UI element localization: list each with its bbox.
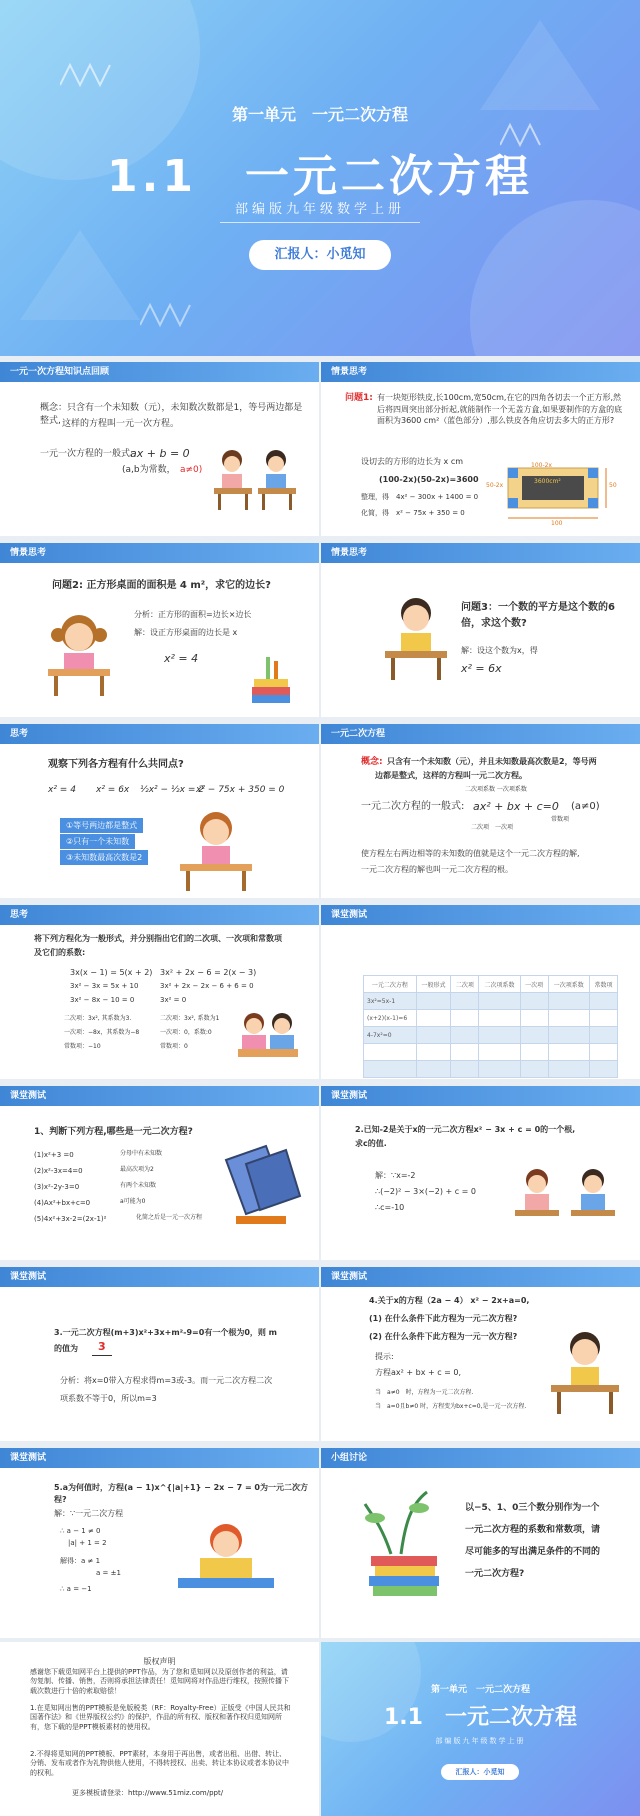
- students-illustration: [511, 1162, 621, 1236]
- answer-line: 解得：a ≠ 1: [60, 1557, 101, 1565]
- table-header: 一般形式: [416, 976, 451, 993]
- answer-line: ∴ a − 1 ≠ 0: [60, 1527, 101, 1535]
- equation: 3x² − 8x − 10 = 0: [70, 996, 135, 1004]
- slide-header: 课堂测试: [321, 1086, 640, 1106]
- answer-line: 一次项：0，系数:0: [160, 1029, 212, 1036]
- discussion-line: 尽可能多的写出满足条件的不同的: [465, 1547, 601, 1557]
- list-note: 最高次项为2: [120, 1166, 154, 1173]
- table-header: 二次项: [451, 976, 479, 993]
- equation: 3x² + 2x − 2x − 6 + 6 = 0: [160, 982, 254, 990]
- slide-header: 思考: [0, 724, 319, 744]
- tip-case: 当 a≠0 时，方程为一元二次方程.: [375, 1389, 474, 1396]
- equation: 整理，得 4x² − 300x + 1400 = 0: [361, 493, 479, 501]
- equation: x² = 4: [48, 785, 76, 795]
- slide-header: 情景思考: [321, 362, 640, 382]
- analysis-line: 分析：将x=0带入方程求得m=3或-3。而一元二次方程二次: [60, 1376, 273, 1385]
- students-illustration: [210, 442, 300, 512]
- cover-title: 1.1 一元二次方程: [107, 151, 533, 202]
- slide-test-4: [321, 1267, 640, 1441]
- copyright-body: 感谢您下载觅知网平台上提供的PPT作品，为了您和觅知网以及原创作者的利益，请勿复制、传播、销售，否则将承担法律责任！觅知网将对作品进行维权，按照传播下载次数进行十倍的索取赔偿！: [30, 1668, 289, 1695]
- copyright-clause: 2.不得将觅知网的PPT模板、PPT素材，本身用于再出售，或者出租、出借、转让、分销、发布或者作为礼物供他人使用，不得转授权、出卖、转让本协议或者本协议中的权利。: [30, 1750, 289, 1777]
- table-cell: [364, 1044, 417, 1061]
- list-note: 分母中有未知数: [120, 1150, 163, 1157]
- end-subtitle: 部编版九年级数学上册: [435, 1737, 526, 1745]
- formula: ax + b = 0: [130, 447, 190, 460]
- answer-line: 解：∵x=-2: [375, 1171, 416, 1180]
- slide-header: 课堂测试: [0, 1267, 319, 1287]
- list-note: a可能为0: [120, 1198, 146, 1205]
- answer-line: 二次项：3x², 系数为1: [160, 1015, 220, 1022]
- table-cell: (x+2)(x-1)=6: [364, 1010, 417, 1027]
- copyright-clause: 1.在觅知网出售的PPT模板是免版税类（RF：Royalty-Free）正版受《中国人民共和国著作法》和《世界版权公约》的保护，作品的所有权、版权和著作权归觅知网所有，您下载的是PPT模板素材的使用权。: [30, 1704, 291, 1731]
- plant-books-illustration: [361, 1484, 451, 1604]
- condition: (a≠0): [571, 801, 600, 812]
- equation: 3x² + 2x − 6 = 2(x − 3): [160, 968, 257, 977]
- question-text: 问题2: 正方形桌面的面积是 4 m²，求它的边长?: [52, 580, 271, 591]
- kid-reading-illustration: [170, 1518, 280, 1594]
- formula: ax² + bx + c=0: [473, 800, 559, 813]
- table-cell: [364, 1061, 417, 1078]
- slide-think-2: [0, 905, 319, 1079]
- answer-line: 常数项：−10: [64, 1043, 101, 1050]
- table-row: [364, 1044, 618, 1061]
- table-cell: 3x²=5x-1: [364, 993, 417, 1010]
- discussion-line: 一元二次方程的系数和常数项，请: [465, 1525, 601, 1535]
- condition-red: a≠0): [180, 465, 203, 475]
- exercise-table: [363, 975, 618, 1078]
- slide-header: 一元二次方程: [321, 724, 640, 744]
- zigzag-decoration: [140, 300, 220, 330]
- answer-line: 解：∵一元二次方程: [54, 1509, 124, 1518]
- answer-line: 解：设这个数为x，得: [461, 646, 538, 655]
- answer-value: 3: [92, 1339, 112, 1356]
- dim-label: 100: [551, 520, 563, 527]
- tip-form: 方程ax² + bx + c = 0,: [375, 1368, 462, 1377]
- equation: x² = 4: [164, 652, 199, 665]
- concept-line: 这样的方程叫一元一次方程。: [62, 419, 180, 429]
- dim-label: 3600cm²: [534, 478, 561, 485]
- slide-test-3: [0, 1267, 319, 1441]
- slide-scenario-2: [0, 543, 319, 717]
- copyright-title: 版权声明: [143, 1657, 176, 1666]
- slide-header: 情景思考: [0, 543, 319, 563]
- books-illustration: [216, 1140, 302, 1230]
- divider: [220, 222, 420, 223]
- term-label: 常数项: [551, 816, 570, 823]
- question-text: 4.关于x的方程（2a − 4） x² − 2x+a=0,: [369, 1296, 530, 1305]
- answer-line: ∴(−2)² − 3×(−2) + c = 0: [375, 1187, 477, 1196]
- table-row: [364, 993, 618, 1010]
- end-reporter-pill: 汇报人：小觅知: [441, 1764, 519, 1780]
- discussion-line: 以−5、1、0三个数分别作为一个: [465, 1503, 600, 1513]
- table-header: 一元二次方程: [364, 976, 417, 993]
- equation: x² − 75x + 350 = 0: [196, 785, 285, 795]
- root-line: 使方程左右两边相等的未知数的值就是这个一元二次方程的解,: [361, 849, 580, 858]
- concept-line: 概念：只含有一个未知数（元），未知数次数都是1，等号两边都是整式,: [40, 403, 303, 427]
- analysis-line: 解：设正方形桌面的边长是 x: [134, 628, 238, 637]
- slide-scenario-3: [321, 543, 640, 717]
- question-label: 问题1:: [345, 393, 373, 403]
- cover-decoration: [20, 230, 140, 320]
- answer-line: ∴ a = −1: [60, 1585, 92, 1593]
- table-cell: 4-7x²=0: [364, 1027, 417, 1044]
- books-illustration: [250, 653, 294, 709]
- dim-label: 50-2x: [486, 482, 504, 489]
- slide-test-table: [321, 905, 640, 1079]
- slide-discussion: [321, 1448, 640, 1638]
- general-form-label: 一元一次方程的一般式:: [40, 449, 134, 459]
- list-item: (4)Ax²+bx+c=0: [34, 1199, 91, 1207]
- condition: (a,b为常数，: [122, 465, 176, 475]
- concept-text: 边都是整式，这样的方程叫一元二次方程。: [375, 771, 527, 780]
- reporter-pill: 汇报人：小觅知: [249, 240, 391, 270]
- slide-header: 情景思考: [321, 543, 640, 563]
- concept-label: 概念:: [361, 757, 383, 767]
- analysis-line: 项系数不等于0，所以m=3: [60, 1394, 157, 1403]
- end-cover-slide: [321, 1642, 640, 1816]
- list-item: (2)x²-3x=4=0: [34, 1167, 83, 1175]
- slide-header: 一元一次方程知识点回顾: [0, 362, 319, 382]
- question-text: 将下列方程化为一般形式，并分别指出它们的二次项、一次项和常数项: [34, 934, 282, 943]
- slide-header: 课堂测试: [0, 1086, 319, 1106]
- sheet-diagram: [496, 460, 621, 526]
- table-row: [364, 1010, 618, 1027]
- question-text: 1、判断下列方程,哪些是一元二次方程?: [34, 1127, 193, 1137]
- table-row: [364, 1061, 618, 1078]
- table-header: 一次项系数: [548, 976, 589, 993]
- slide-review: [0, 362, 319, 536]
- tip-label: 提示:: [375, 1352, 394, 1361]
- answer-line: 二次项：3x², 其系数为3.: [64, 1015, 132, 1022]
- slide-test-2: [321, 1086, 640, 1260]
- boy-illustration: [547, 1327, 623, 1417]
- slide-definition: [321, 724, 640, 898]
- question-text: 及它们的系数:: [34, 948, 86, 957]
- slide-header: 课堂测试: [321, 1267, 640, 1287]
- feature-tag: ①等号两边都是整式: [60, 818, 143, 833]
- dim-label: 50: [609, 482, 617, 489]
- answer-line: ∴c=-10: [375, 1203, 405, 1212]
- analysis-line: 分析：正方形的面积=边长×边长: [134, 610, 252, 619]
- root-line: 一元二次方程的解也叫一元二次方程的根。: [361, 865, 513, 874]
- question-text: 求c的值.: [355, 1139, 387, 1148]
- concept-text: 只含有一个未知数（元），并且未知数最高次数是2，等号两: [387, 757, 597, 766]
- slide-header: 思考: [0, 905, 319, 925]
- question-text: 3.一元二次方程(m+3)x²+3x+m²-9=0有一个根为0，则 m: [54, 1328, 278, 1337]
- answer-line: 常数项：0: [160, 1043, 188, 1050]
- term-label: 二次项 一次项: [471, 824, 514, 831]
- tip-case: 当 a=0且b≠0 时，方程变为bx+c=0,是一元一次方程.: [375, 1403, 527, 1410]
- slide-header: 小组讨论: [321, 1448, 640, 1468]
- girl-desk-illustration: [176, 808, 256, 894]
- more-templates-link[interactable]: 更多模板请登录：http://www.51miz.com/ppt/: [72, 1789, 224, 1797]
- end-unit: 第一单元 一元二次方程: [430, 1685, 530, 1695]
- slide-header: 课堂测试: [0, 1448, 319, 1468]
- question-text: 5.a为何值时，方程(a − 1)x^{|a|+1} − 2x − 7 = 0为一元二次方程?: [54, 1483, 308, 1504]
- question-text: 问题3：一个数的平方是这个数的6: [461, 602, 615, 613]
- question-text: 观察下列各方程有什么共同点?: [48, 759, 184, 770]
- equation: (100-2x)(50-2x)=3600: [379, 475, 479, 484]
- copyright-slide: [0, 1642, 319, 1816]
- list-item: (5)4x²+3x-2=(2x-1)²: [34, 1215, 107, 1223]
- dim-label: 100-2x: [531, 462, 552, 469]
- table-row: [364, 1027, 618, 1044]
- question-text: 有一块矩形铁皮,长100cm,宽50cm,在它的四角各切去一个正方形,然后将四周突出部分折起,就能制作一个无盖方盒,如果要制作的方盒的底面积为3600 cm²（蓝色部分）,那么铁皮各角应切去多大的正方形?: [377, 393, 623, 426]
- question-text: (1) 在什么条件下此方程为一元二次方程?: [369, 1314, 518, 1323]
- slide-test-5: [0, 1448, 319, 1638]
- table-header: 常数项: [590, 976, 618, 993]
- equation: x² = 6x: [461, 662, 502, 675]
- cover-subtitle: 部编版九年级数学上册: [234, 202, 405, 217]
- list-note: 有两个未知数: [120, 1182, 157, 1189]
- end-title: 1.1 一元二次方程: [384, 1705, 577, 1730]
- answer-line: 一次项：−8x，其系数为−8: [64, 1029, 140, 1036]
- equation: 化简，得 x² − 75x + 350 = 0: [361, 509, 465, 517]
- feature-tag: ②只有一个未知数: [60, 834, 135, 849]
- girl-illustration: [44, 609, 114, 699]
- table-header: 一次项: [520, 976, 548, 993]
- equation: 3x² − 3x = 5x + 10: [70, 982, 139, 990]
- answer-line: a = ±1: [96, 1569, 121, 1577]
- setup-line: 设切去的方形的边长为 x cm: [361, 457, 464, 466]
- discussion-line: 一元二次方程?: [465, 1569, 525, 1579]
- equation: x² = 6x: [96, 785, 130, 795]
- slide-header: 课堂测试: [321, 905, 640, 925]
- question-text: (2) 在什么条件下此方程为一元一次方程?: [369, 1332, 518, 1341]
- question-text: 倍，求这个数?: [461, 618, 527, 629]
- equation: ½x² − ½x = 2: [140, 785, 204, 795]
- zigzag-decoration: [60, 60, 140, 90]
- question-text: 2.已知-2是关于x的一元二次方程x² − 3x + c = 0的一个根,: [355, 1125, 576, 1134]
- cover-slide: [0, 0, 640, 356]
- equation: 3x² = 0: [160, 996, 187, 1004]
- list-item: (1)x²+3 =0: [34, 1151, 74, 1159]
- cover-decoration: [480, 20, 600, 110]
- slide-think-1: [0, 724, 319, 898]
- feature-tag: ③未知数最高次数是2: [60, 850, 148, 865]
- general-form-label: 一元二次方程的一般式:: [361, 801, 465, 812]
- cover-decoration: [470, 200, 640, 356]
- cover-unit: 第一单元 一元二次方程: [231, 105, 408, 124]
- answer-line: |a| + 1 = 2: [68, 1539, 107, 1547]
- boy-illustration: [381, 593, 451, 683]
- term-label: 二次项系数 一次项系数: [465, 786, 527, 793]
- question-text: 的值为: [54, 1344, 78, 1353]
- list-note: 化简之后是一元一次方程: [136, 1214, 203, 1221]
- kids-reading-illustration: [236, 1009, 300, 1069]
- list-item: (3)x²-2y-3=0: [34, 1183, 80, 1191]
- slide-scenario-1: [321, 362, 640, 536]
- slide-test-1: [0, 1086, 319, 1260]
- table-header: 二次项系数: [479, 976, 520, 993]
- equation: 3x(x − 1) = 5(x + 2): [70, 968, 153, 977]
